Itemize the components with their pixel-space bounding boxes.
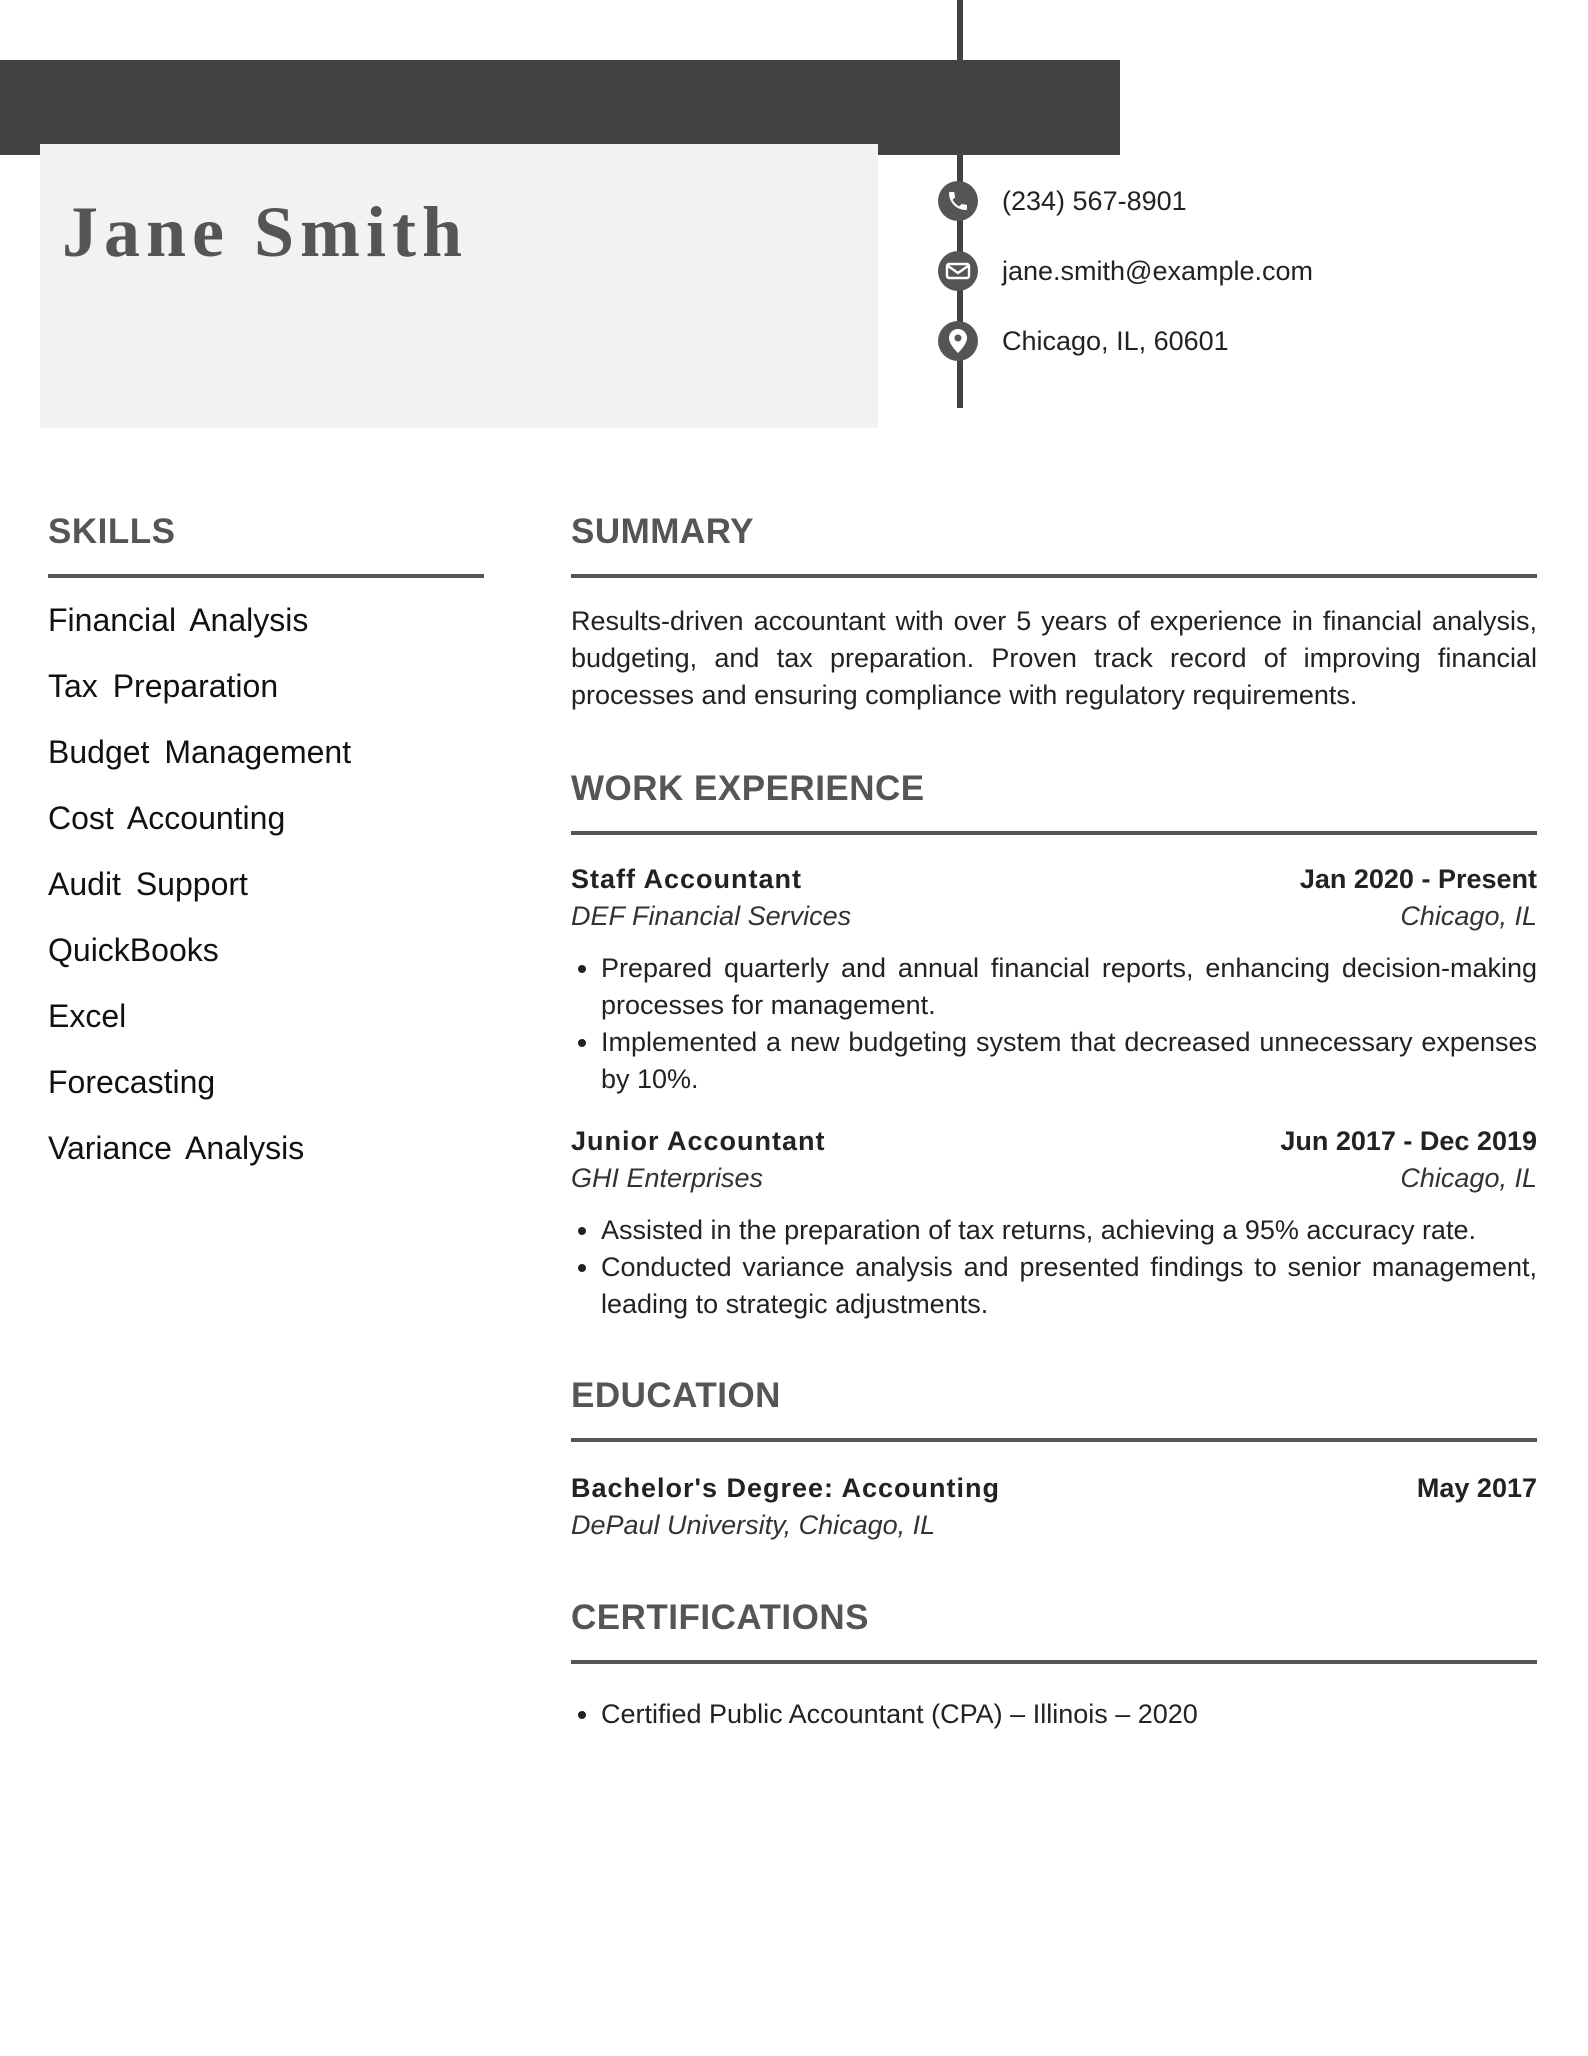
skills-divider: [48, 574, 484, 578]
skill-item: Forecasting: [48, 1064, 216, 1100]
skills-heading: SKILLS: [48, 512, 176, 551]
name-box: [40, 144, 878, 428]
certifications-divider: [571, 1660, 1537, 1664]
header-bar: [0, 60, 1120, 155]
skill-item: Financial Analysis: [48, 602, 309, 638]
experience-divider: [571, 831, 1537, 835]
job-bullet: • Assisted in the preparation of tax returns, achieving a 95% accuracy rate.: [601, 1212, 1537, 1249]
summary-divider: [571, 574, 1537, 578]
degree: Bachelor's Degree: Accounting: [571, 1473, 1001, 1503]
job-bullets: [571, 950, 1537, 1098]
skill-item: Tax Preparation: [48, 668, 279, 704]
certifications-section: [571, 1678, 1537, 1733]
school: DePaul University, Chicago, IL: [571, 1510, 936, 1540]
job-entry: [571, 1126, 1537, 1323]
skill-item: Budget Management: [48, 734, 352, 770]
skills-list: [48, 596, 351, 1190]
job-company: GHI Enterprises: [571, 1163, 764, 1193]
education-heading: EDUCATION: [571, 1376, 781, 1415]
candidate-name: Jane Smith: [62, 192, 469, 272]
experience-heading: WORK EXPERIENCE: [571, 769, 925, 808]
contact-email-text: jane.smith@example.com: [1002, 255, 1314, 286]
education-subheader: [571, 1510, 1537, 1541]
job-dates: Jun 2017 - Dec 2019: [1280, 1126, 1537, 1156]
skill-item: QuickBooks: [48, 932, 219, 968]
phone-icon: [938, 181, 978, 221]
job-dates: Jan 2020 - Present: [1299, 864, 1537, 894]
skill-item: Cost Accounting: [48, 800, 286, 836]
job-company: DEF Financial Services: [571, 901, 852, 931]
education-header: [571, 1473, 1537, 1504]
skill-item: Excel: [48, 998, 127, 1034]
education-divider: [571, 1438, 1537, 1442]
contact-email: [938, 249, 1313, 293]
certification-item: • Certified Public Accountant (CPA) – Illinois – 2020: [601, 1696, 1537, 1733]
location-pin-icon: [938, 321, 978, 361]
job-title: Junior Accountant: [571, 1126, 826, 1156]
certifications-heading: CERTIFICATIONS: [571, 1598, 870, 1637]
job-subheader: [571, 1163, 1537, 1194]
summary-section: [571, 603, 1537, 714]
skill-item: Audit Support: [48, 866, 248, 902]
certifications-list: [571, 1696, 1537, 1733]
job-header: [571, 1126, 1537, 1157]
job-subheader: [571, 901, 1537, 932]
skill-item: Variance Analysis: [48, 1130, 305, 1166]
job-bullet: • Implemented a new budgeting system that decreased unnecessary expenses by 10%.: [601, 1024, 1537, 1098]
job-location: Chicago, IL: [1400, 1163, 1537, 1193]
education-entry: [571, 1473, 1537, 1541]
job-entry: [571, 864, 1537, 1098]
graduation-date: May 2017: [1416, 1473, 1537, 1503]
job-bullet: • Prepared quarterly and annual financial reports, enhancing decision-making processes for management.: [601, 950, 1537, 1024]
summary-heading: SUMMARY: [571, 512, 755, 551]
job-bullet: • Conducted variance analysis and presented findings to senior management, leading to strategic adjustments.: [601, 1249, 1537, 1323]
contact-phone: [938, 179, 1187, 223]
contact-location-text: Chicago, IL, 60601: [1002, 325, 1229, 356]
job-title: Staff Accountant: [571, 864, 802, 894]
contact-phone-text: (234) 567-8901: [1002, 185, 1187, 216]
job-location: Chicago, IL: [1400, 901, 1537, 931]
contact-location: [938, 319, 1229, 363]
job-bullets: [571, 1212, 1537, 1323]
envelope-icon: [938, 251, 978, 291]
job-header: [571, 864, 1537, 895]
summary-text: Results-driven accountant with over 5 years of experience in financial analysis, budgeting, and tax preparation. Proven track record of improving financial processes and ensuring compliance with regulatory requirements.: [571, 606, 1537, 710]
